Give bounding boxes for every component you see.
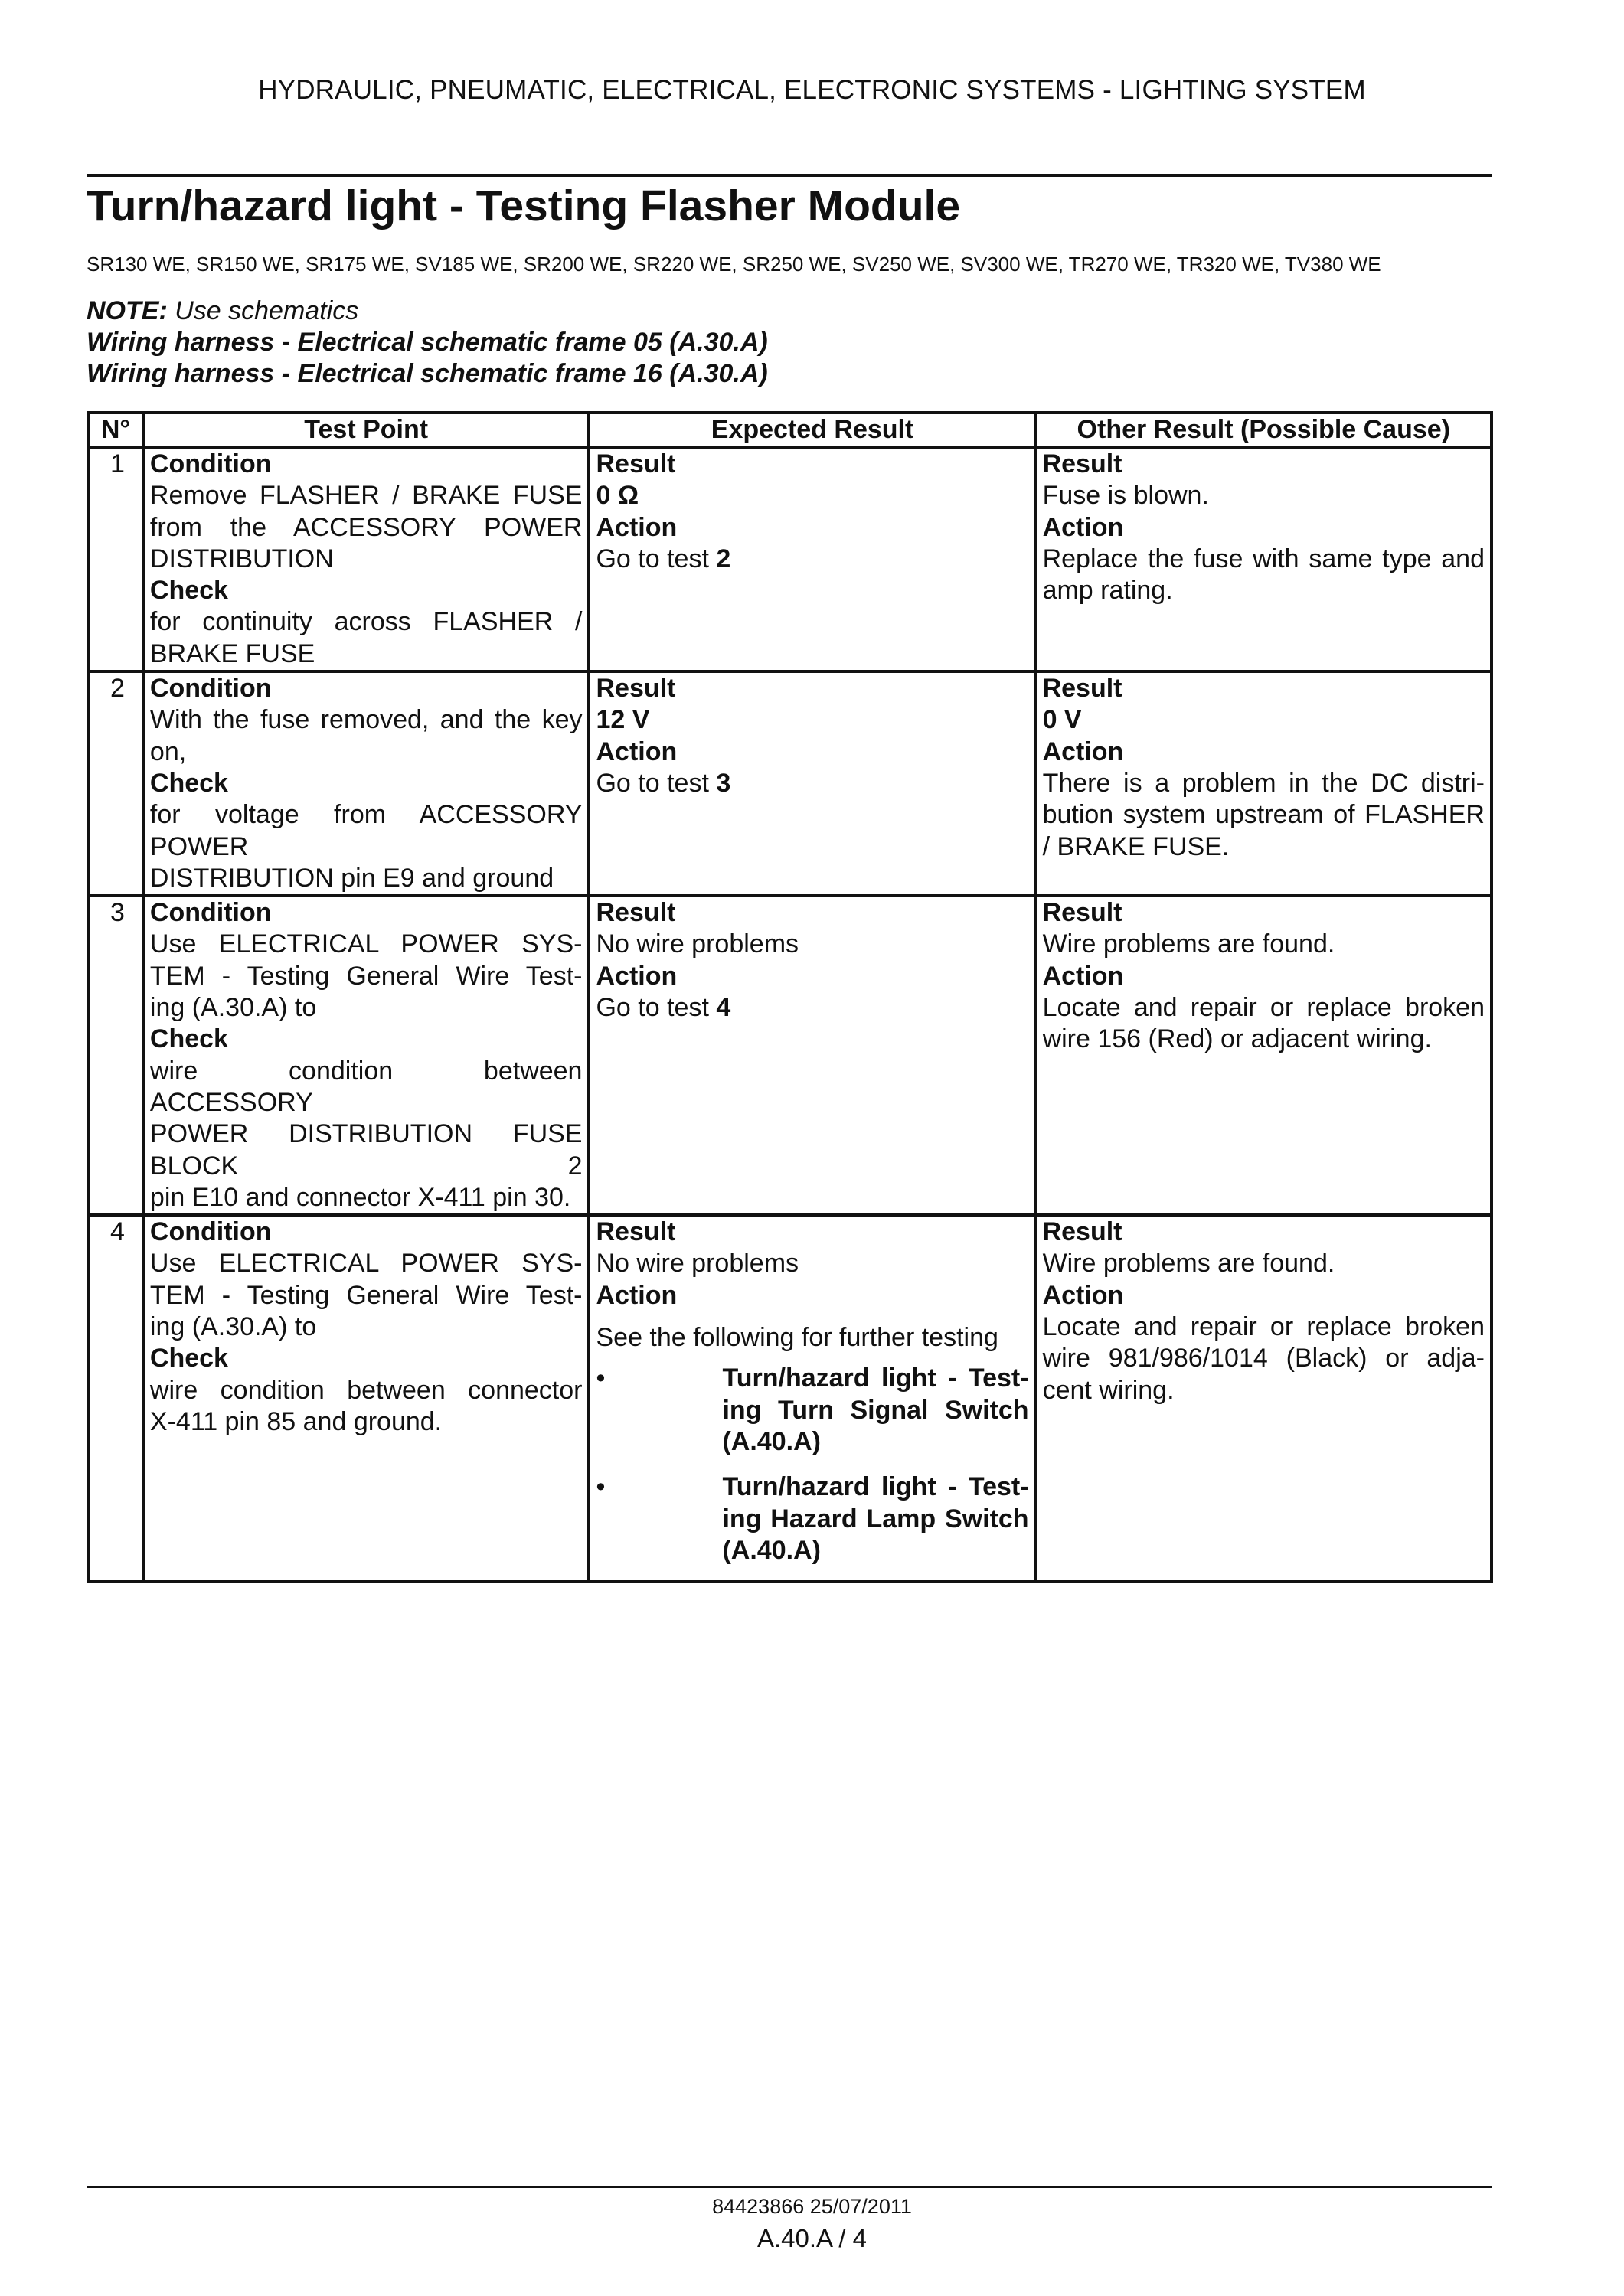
action-label: Action	[596, 961, 678, 991]
condition-line: TEM - Testing General Wire Test-	[149, 1280, 583, 1310]
column-header-number: N°	[88, 413, 143, 447]
check-line: for continuity across FLASHER /	[149, 607, 583, 637]
action-label: Action	[596, 736, 678, 766]
condition-line: from the ACCESSORY POWER	[149, 512, 583, 542]
list-item[interactable]	[596, 1363, 1028, 1458]
action-text: Go to test 2	[596, 544, 731, 573]
action-line: There is a problem in the DC distri-	[1042, 768, 1485, 798]
test-number: 3	[88, 896, 143, 1215]
action-line: cent wiring.	[1042, 1375, 1175, 1405]
result-text: Wire problems are found.	[1042, 1249, 1335, 1279]
action-text: Go to test 4	[596, 993, 731, 1023]
action-line: Replace the fuse with same type and	[1042, 544, 1485, 573]
action-label: Action	[1042, 961, 1124, 991]
result-text: No wire problems	[596, 1249, 799, 1279]
go-to-test-link[interactable]: 4	[716, 993, 731, 1023]
check-line: X-411 pin 85 and ground.	[149, 1406, 443, 1436]
condition-label: Condition	[149, 674, 272, 704]
table-row	[88, 896, 1492, 1215]
action-text: Go to test 3	[596, 768, 731, 798]
test-point-cell	[143, 447, 590, 671]
check-line: wire condition between connector	[149, 1375, 583, 1405]
test-point-cell	[143, 671, 590, 896]
test-number: 4	[88, 1215, 143, 1582]
condition-label: Condition	[149, 1217, 272, 1247]
check-line: POWER DISTRIBUTION FUSE BLOCK 2	[149, 1119, 583, 1181]
action-line: / BRAKE FUSE.	[1042, 831, 1230, 861]
document-number: 84423866 25/07/2011	[712, 2195, 912, 2218]
expected-result-cell	[589, 1215, 1035, 1582]
page-title: Turn/hazard light - Testing Flasher Module	[87, 181, 961, 230]
result-value: 12 V	[596, 705, 650, 735]
check-line: wire condition between ACCESSORY	[149, 1056, 583, 1117]
other-result-cell	[1036, 896, 1492, 1215]
model-list: SR130 WE, SR150 WE, SR175 WE, SV185 WE, SR200 WE, SR220 WE, SR250 WE, SV250 WE, SV300 WE, TR270 WE, TR320 WE, TV380 WE	[87, 253, 1381, 276]
other-result-cell	[1036, 671, 1492, 896]
check-label: Check	[149, 576, 228, 606]
go-to-test-link[interactable]: 3	[716, 768, 731, 798]
table-row	[88, 671, 1492, 896]
action-line: Locate and repair or replace broken	[1042, 993, 1485, 1023]
condition-line: Use ELECTRICAL POWER SYS-	[149, 1249, 583, 1279]
condition-label: Condition	[149, 898, 272, 928]
other-result-cell	[1036, 1215, 1492, 1582]
condition-line: With the fuse removed, and the key	[149, 705, 583, 735]
test-table	[87, 411, 1493, 1583]
action-label: Action	[596, 512, 678, 542]
expected-result-cell	[589, 896, 1035, 1215]
result-text: No wire problems	[596, 929, 799, 959]
schematic-link-frame-16[interactable]: Wiring harness - Electrical schematic frame 16 (A.30.A)	[87, 359, 768, 388]
further-test-link[interactable]: Turn/hazard light - Test- ing Hazard Lamp Switch (A.40.A)	[722, 1472, 1029, 1565]
result-value: 0 Ω	[596, 481, 639, 511]
note-label: NOTE:	[87, 296, 168, 325]
result-text: Wire problems are found.	[1042, 929, 1335, 959]
note-block	[87, 296, 768, 390]
result-label: Result	[596, 674, 676, 704]
bullet-icon: •	[596, 1472, 606, 1502]
go-to-test-link[interactable]: 2	[716, 544, 731, 573]
result-label: Result	[596, 449, 676, 478]
header-rule	[87, 174, 1492, 177]
action-label: Action	[596, 1280, 678, 1310]
check-label: Check	[149, 1024, 228, 1054]
expected-result-cell	[589, 671, 1035, 896]
check-line: for voltage from ACCESSORY POWER	[149, 800, 583, 861]
column-header-other-result: Other Result (Possible Cause)	[1036, 413, 1492, 447]
result-label: Result	[1042, 1217, 1122, 1247]
test-number: 2	[88, 671, 143, 896]
further-testing-text: See the following for further testing	[596, 1323, 998, 1353]
condition-line: on,	[149, 736, 187, 766]
table-row	[88, 447, 1492, 671]
column-header-test-point: Test Point	[143, 413, 590, 447]
table-header-row	[88, 413, 1492, 447]
action-label: Action	[1042, 736, 1124, 766]
action-label: Action	[1042, 1280, 1124, 1310]
further-test-link[interactable]: Turn/hazard light - Test- ing Turn Signal Switch (A.40.A)	[722, 1364, 1029, 1456]
result-text: Fuse is blown.	[1042, 481, 1209, 511]
condition-line: DISTRIBUTION	[149, 544, 334, 573]
result-label: Result	[1042, 898, 1122, 928]
schematic-link-frame-05[interactable]: Wiring harness - Electrical schematic frame 05 (A.30.A)	[87, 328, 768, 357]
result-value: 0 V	[1042, 705, 1082, 735]
condition-line: Use ELECTRICAL POWER SYS-	[149, 929, 583, 959]
page-number: A.40.A / 4	[756, 2224, 868, 2252]
action-line: bution system upstream of FLASHER	[1042, 800, 1485, 830]
table-row	[88, 1215, 1492, 1582]
condition-line: Remove FLASHER / BRAKE FUSE	[149, 481, 583, 511]
result-label: Result	[596, 898, 676, 928]
expected-result-cell	[589, 447, 1035, 671]
further-testing-list	[596, 1363, 1028, 1566]
footer-rule	[87, 2186, 1492, 2188]
test-point-cell	[143, 1215, 590, 1582]
check-line: DISTRIBUTION pin E9 and ground	[149, 863, 554, 893]
action-line: Locate and repair or replace broken	[1042, 1312, 1485, 1342]
action-line: amp rating.	[1042, 576, 1173, 606]
other-result-cell	[1036, 447, 1492, 671]
check-line: pin E10 and connector X-411 pin 30.	[149, 1182, 571, 1212]
action-line: wire 156 (Red) or adjacent wiring.	[1042, 1024, 1432, 1054]
condition-line: ing (A.30.A) to	[149, 1312, 317, 1342]
result-label: Result	[596, 1217, 676, 1247]
test-point-cell	[143, 896, 590, 1215]
action-label: Action	[1042, 512, 1124, 542]
action-line: wire 981/986/1014 (Black) or adja-	[1042, 1344, 1485, 1373]
check-label: Check	[149, 1344, 228, 1373]
column-header-expected-result: Expected Result	[589, 413, 1035, 447]
condition-line: ing (A.30.A) to	[149, 993, 317, 1023]
check-label: Check	[149, 768, 228, 798]
note-text: Use schematics	[175, 296, 359, 325]
bullet-icon: •	[596, 1364, 606, 1393]
condition-line: TEM - Testing General Wire Test-	[149, 961, 583, 991]
test-number: 1	[88, 447, 143, 671]
result-label: Result	[1042, 674, 1122, 704]
result-label: Result	[1042, 449, 1122, 478]
running-header: HYDRAULIC, PNEUMATIC, ELECTRICAL, ELECTRONIC SYSTEMS - LIGHTING SYSTEM	[258, 75, 1366, 105]
list-item[interactable]	[596, 1471, 1028, 1566]
condition-label: Condition	[149, 449, 272, 478]
check-line: BRAKE FUSE	[149, 639, 315, 668]
